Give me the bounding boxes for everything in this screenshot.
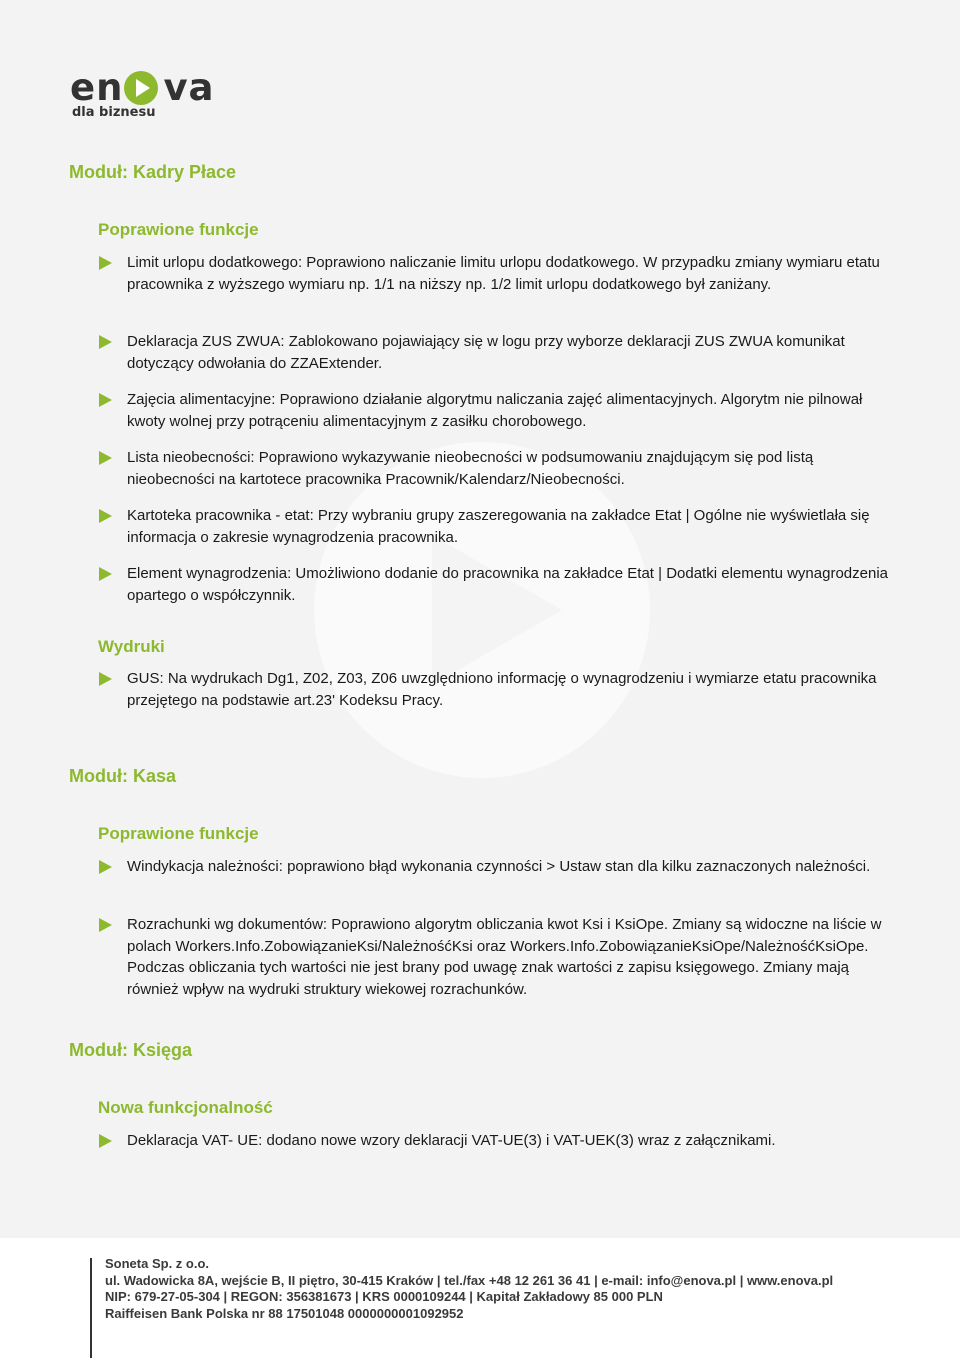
section-heading-poprawione-funkcje: Poprawione funkcje bbox=[98, 220, 259, 239]
watermark-play-icon bbox=[312, 440, 652, 780]
logo-play-icon bbox=[123, 70, 159, 106]
enova-logo bbox=[70, 68, 220, 124]
bullet-triangle-icon bbox=[98, 860, 112, 874]
footer-address: ul. Wadowicka 8A, wejście B, II piętro, 30-415 Kraków | tel./fax +48 12 261 36 41 | e-mail: info@enova.pl | www.enova.pl bbox=[105, 1272, 834, 1288]
list-item bbox=[98, 563, 888, 606]
list-item bbox=[98, 505, 888, 548]
bullet-triangle-icon bbox=[98, 451, 112, 465]
list-item bbox=[98, 668, 888, 711]
list-item-text: Rozrachunki wg dokumentów: Poprawiono algorytm obliczania kwot Ksi i KsiOpe. Zmiany są widoczne na liście w polach Workers.Info.ZobowiązanieKsi/NależnośćKsi oraz Workers.Info.ZobowiązanieKsiOpe/NależnośćKsiOpe. Podczas obliczania tych wartości nie jest brany pod uwagę znak wartości z zapisu księgowego. Zmiany mają również wpływ na wydruki struktury wiekowej rozrachunków. bbox=[127, 916, 882, 998]
bullet-triangle-icon bbox=[98, 918, 112, 932]
section-heading-poprawione-funkcje: Poprawione funkcje bbox=[98, 824, 259, 843]
list-item-text: Limit urlopu dodatkowego: Poprawiono naliczanie limitu urlopu dodatkowego. W przypadku zmiany wymiaru etatu pracownika z wyższego wymiaru np. 1/1 na niższy np. 1/2 limit urlopu dodatkowego był zaniżany. bbox=[127, 254, 880, 293]
list-item-text: Kartoteka pracownika - etat: Przy wybraniu grupy zaszeregowania na zakładce Etat | Ogólne nie wyświetlała się informacja o zakresie wynagrodzenia pracownika. bbox=[127, 507, 870, 546]
section-heading-wydruki: Wydruki bbox=[98, 637, 165, 656]
bullet-triangle-icon bbox=[98, 335, 112, 349]
list-item-text: Lista nieobecności: Poprawiono wykazywanie nieobecności w podsumowaniu znajdującym się pod listą nieobecności na kartotece pracownika Pracownik/Kalendarz/Nieobecności. bbox=[127, 449, 814, 488]
company-footer bbox=[0, 1238, 960, 1358]
list-item bbox=[98, 447, 888, 490]
list-item-text: Windykacja należności: poprawiono błąd wykonania czynności > Ustaw stan dla kilku zaznaczonych należności. bbox=[127, 858, 871, 875]
logo-word-left: en bbox=[70, 66, 124, 109]
list-item-text: GUS: Na wydrukach Dg1, Z02, Z03, Z06 uwzględniono informację o wynagrodzeniu i wymiarze etatu pracownika przejętego na podstawie art.23' Kodeksu Pracy. bbox=[127, 670, 877, 709]
footer-registration: NIP: 679-27-05-304 | REGON: 356381673 | KRS 0000109244 | Kapitał Zakładowy 85 000 PLN bbox=[105, 1289, 663, 1304]
footer-company-name: Soneta Sp. z o.o. bbox=[105, 1256, 210, 1271]
list-item bbox=[98, 389, 888, 432]
footer-divider bbox=[90, 1258, 92, 1358]
list-item bbox=[98, 1130, 888, 1152]
list-item-text: Zajęcia alimentacyjne: Poprawiono działanie algorytmu naliczania zajęć alimentacyjnych. Algorytm nie pilnował kwoty wolnej przy potrąceniu alimentacyjnym z zasiłku chorobowego. bbox=[127, 391, 863, 430]
list-item-text: Deklaracja VAT- UE: dodano nowe wzory deklaracji VAT-UE(3) i VAT-UEK(3) wraz z załącznikami. bbox=[127, 1132, 776, 1149]
list-item bbox=[98, 252, 888, 295]
list-item-text: Deklaracja ZUS ZWUA: Zablokowano pojawiający się w logu przy wyborze deklaracji ZUS ZWUA komunikat dotyczący odwołania do ZZAExtender. bbox=[127, 333, 845, 372]
bullet-triangle-icon bbox=[98, 509, 112, 523]
footer-details bbox=[105, 1256, 833, 1322]
module-heading-ksiega: Moduł: Księga bbox=[69, 1040, 193, 1060]
list-item-text: Element wynagrodzenia: Umożliwiono dodanie do pracownika na zakładce Etat | Dodatki elementu wynagrodzenia opartego o współczynnik. bbox=[127, 565, 889, 604]
list-item bbox=[98, 914, 888, 1000]
bullet-triangle-icon bbox=[98, 1134, 112, 1148]
module-heading-kadry-place: Moduł: Kadry Płace bbox=[69, 162, 237, 182]
module-heading-kasa: Moduł: Kasa bbox=[69, 766, 177, 786]
list-item bbox=[98, 856, 888, 878]
bullet-triangle-icon bbox=[98, 672, 112, 686]
bullet-triangle-icon bbox=[98, 256, 112, 270]
logo-word-right: va bbox=[163, 66, 215, 109]
list-item bbox=[98, 331, 888, 374]
bullet-triangle-icon bbox=[98, 567, 112, 581]
bullet-triangle-icon bbox=[98, 393, 112, 407]
section-heading-nowa-funkcjonalnosc: Nowa funkcjonalność bbox=[98, 1098, 273, 1117]
logo-tagline: dla biznesu bbox=[72, 105, 156, 120]
footer-bank-account: Raiffeisen Bank Polska nr 88 17501048 0000000001092952 bbox=[105, 1305, 464, 1321]
